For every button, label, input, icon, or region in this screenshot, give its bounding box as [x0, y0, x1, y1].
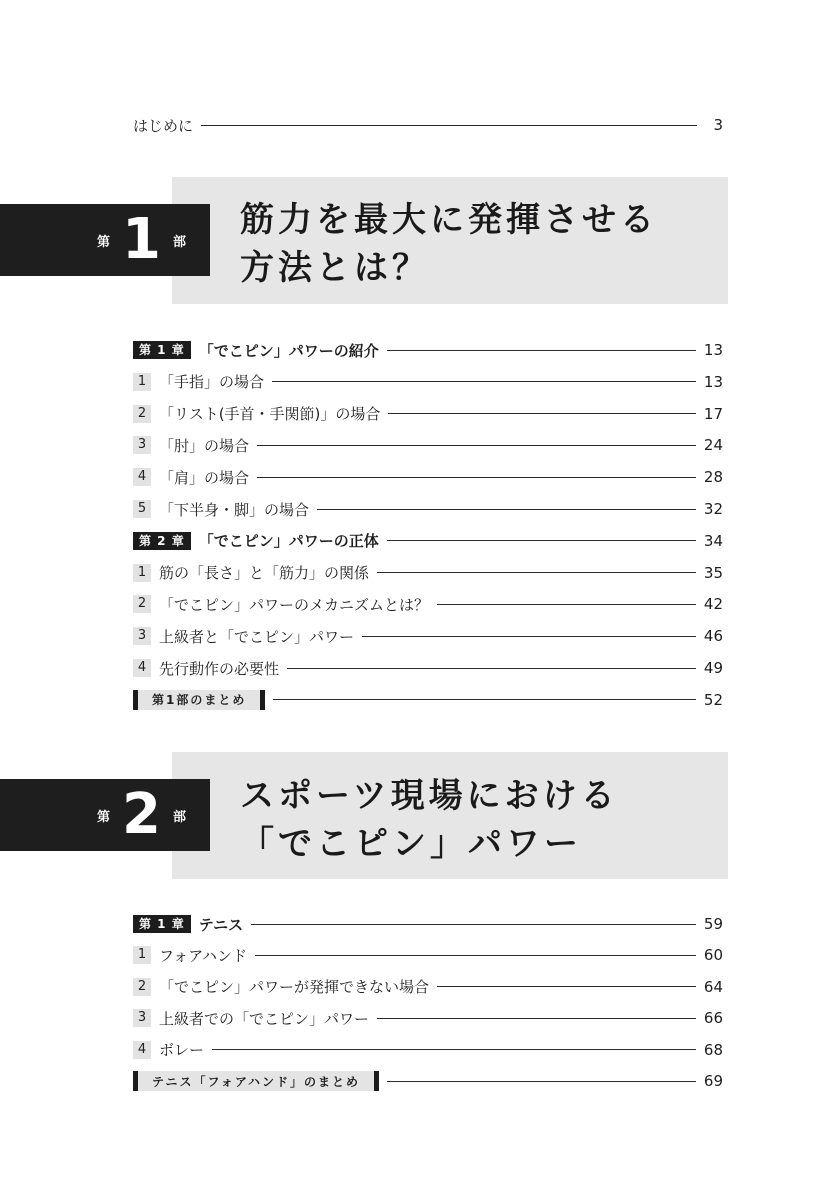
toc-page: 52 — [703, 690, 723, 709]
leader-line — [362, 636, 696, 637]
toc-title: 「肩」の場合 — [159, 468, 250, 487]
toc-title: 「手指」の場合 — [159, 373, 265, 392]
leader-line — [287, 668, 696, 669]
section-number: 3 — [133, 627, 151, 645]
toc-title: 「でこピン」パワーのメカニズムとは？ — [159, 595, 430, 614]
leader-line — [388, 413, 696, 414]
section-number: 1 — [133, 946, 151, 964]
chapter-label: 第 1 章 — [133, 341, 191, 359]
toc-title: フォアハンド — [159, 946, 248, 965]
leader-line — [437, 986, 696, 987]
part-suffix: 部 — [172, 234, 186, 250]
toc-row-section[interactable] — [133, 656, 723, 680]
section-number: 5 — [133, 500, 151, 518]
part2-title — [240, 772, 720, 868]
toc-title: テニス — [198, 915, 244, 934]
part-suffix: 部 — [172, 809, 186, 825]
summary-label — [133, 690, 265, 710]
part-prefix: 第 — [97, 809, 111, 825]
toc-page: 13 — [703, 341, 723, 359]
toc-row-chapter[interactable] — [133, 529, 723, 553]
toc-title: テニス「フォアハンド」のまとめ — [152, 1074, 360, 1089]
toc-row-section[interactable] — [133, 370, 723, 394]
summary-bar-right — [260, 690, 265, 710]
section-number: 3 — [133, 436, 151, 454]
leader-line — [387, 540, 696, 541]
toc-title: ボレー — [159, 1041, 205, 1060]
chapter-label: 第 1 章 — [133, 915, 191, 933]
section-number: 4 — [133, 1041, 151, 1059]
leader-line — [377, 572, 696, 573]
toc-title: 「でこピン」パワーの正体 — [198, 532, 379, 551]
leader-line — [273, 699, 696, 700]
toc-title: 上級者での「でこピン」パワー — [159, 1009, 370, 1028]
part-prefix: 第 — [97, 234, 111, 250]
toc-title: はじめに — [133, 116, 194, 135]
leader-line — [387, 1081, 696, 1082]
toc-page: 42 — [703, 595, 723, 614]
toc-row-section[interactable] — [133, 402, 723, 426]
toc-page: 59 — [703, 915, 723, 933]
section-number: 4 — [133, 468, 151, 486]
section-number: 3 — [133, 1009, 151, 1027]
leader-line — [387, 350, 696, 351]
leader-line — [251, 924, 696, 925]
toc-row-section[interactable] — [133, 561, 723, 585]
toc-page: 66 — [703, 1009, 723, 1028]
section-number: 2 — [133, 405, 151, 423]
toc-page: 35 — [703, 563, 723, 582]
toc-page: 13 — [703, 372, 723, 391]
leader-line — [377, 1018, 696, 1019]
leader-line — [257, 477, 696, 478]
toc-row-section[interactable] — [133, 975, 723, 999]
toc-row-chapter[interactable] — [133, 338, 723, 362]
chapter-label: 第 2 章 — [133, 532, 191, 550]
toc-title: 「リスト(手首・手関節)」の場合 — [159, 405, 381, 424]
toc-page: 68 — [703, 1040, 723, 1059]
part-number: 1 — [122, 207, 161, 272]
section-number: 2 — [133, 978, 151, 996]
toc-row-chapter[interactable] — [133, 912, 723, 936]
section-number: 2 — [133, 595, 151, 613]
leader-line — [212, 1049, 696, 1050]
leader-line — [255, 955, 696, 956]
toc-title: 上級者と「でこピン」パワー — [159, 627, 355, 646]
part-number: 2 — [122, 782, 161, 847]
section-number: 1 — [133, 564, 151, 582]
toc-title: 先行動作の必要性 — [159, 659, 280, 678]
toc-row-section[interactable] — [133, 1006, 723, 1030]
summary-bar-right — [374, 1071, 379, 1091]
section-number: 1 — [133, 373, 151, 391]
toc-title: 第1部のまとめ — [152, 693, 247, 708]
part-title-line2: 「でこピン」パワー — [240, 824, 582, 864]
toc-page: 28 — [703, 468, 723, 487]
part-title-line1: スポーツ現場における — [240, 776, 619, 816]
toc-title: 「肘」の場合 — [159, 436, 250, 455]
leader-line — [201, 125, 697, 126]
leader-line — [257, 445, 696, 446]
toc-row-section[interactable] — [133, 592, 723, 616]
toc-row-section[interactable] — [133, 465, 723, 489]
part-title-line1: 筋力を最大に発揮させる — [240, 200, 658, 240]
part2-tab — [0, 779, 210, 851]
part-title-line2: 方法とは？ — [240, 248, 430, 288]
toc-row-summary[interactable] — [133, 1069, 723, 1093]
toc-page: 60 — [703, 946, 723, 965]
toc-title: 「でこピン」パワーの紹介 — [198, 341, 379, 360]
toc-page: 49 — [703, 659, 723, 677]
summary-label — [133, 1071, 379, 1091]
toc-row-summary[interactable] — [133, 688, 723, 712]
toc-page: 64 — [703, 977, 723, 996]
toc-row-intro[interactable] — [133, 113, 723, 137]
toc-row-section[interactable] — [133, 1038, 723, 1062]
toc-page: 69 — [703, 1072, 723, 1090]
toc-row-section[interactable] — [133, 624, 723, 648]
toc-page: 46 — [703, 627, 723, 646]
leader-line — [317, 509, 696, 510]
toc-row-section[interactable] — [133, 497, 723, 521]
toc-page: 34 — [703, 531, 723, 550]
part1-title — [240, 196, 720, 292]
toc-title: 「下半身・脚」の場合 — [159, 500, 310, 519]
toc-page: 3 — [713, 116, 723, 134]
toc-row-section[interactable] — [133, 943, 723, 967]
part1-tab — [0, 204, 210, 276]
toc-page: 17 — [703, 404, 723, 423]
toc-row-section[interactable] — [133, 433, 723, 457]
toc-page: 24 — [703, 436, 723, 455]
toc-page: 32 — [703, 500, 723, 518]
leader-line — [437, 604, 696, 605]
section-number: 4 — [133, 659, 151, 677]
toc-title: 筋の「長さ」と「筋力」の関係 — [159, 564, 370, 583]
toc-title: 「でこピン」パワーが発揮できない場合 — [159, 978, 430, 997]
leader-line — [272, 381, 696, 382]
